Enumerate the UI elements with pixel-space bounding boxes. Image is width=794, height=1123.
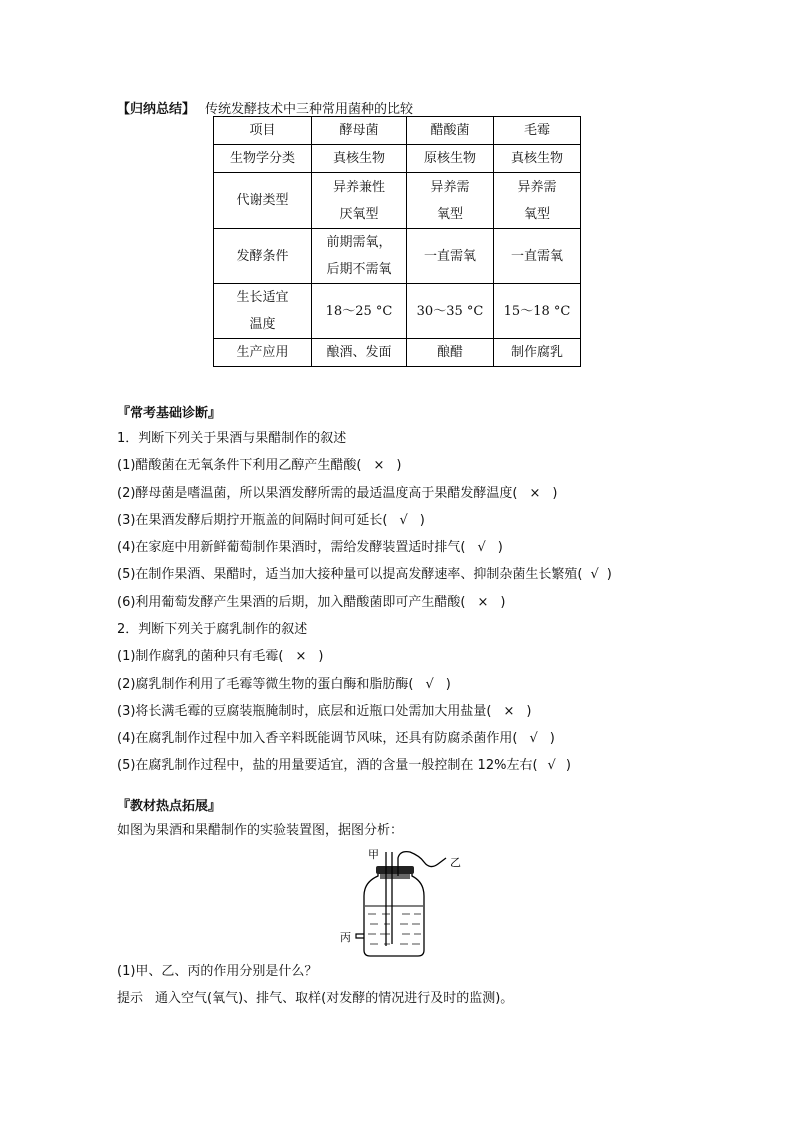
paren-close: ) xyxy=(565,758,571,773)
fermentation-apparatus-diagram xyxy=(330,846,470,958)
cell-text: 后期不需氧 xyxy=(326,262,392,277)
row-label xyxy=(214,173,312,229)
check-mark: √ xyxy=(547,758,556,773)
cell-text: 厌氧型 xyxy=(339,206,379,222)
paren-close: ) xyxy=(526,704,532,719)
question-2-title: 2．判断下列关于腐乳制作的叙述 xyxy=(117,622,308,637)
list-item xyxy=(117,703,531,721)
summary-title: 传统发酵技术中三种常用菌种的比较 xyxy=(205,102,414,117)
cross-mark: × xyxy=(477,595,489,610)
list-item xyxy=(117,757,571,775)
list-item xyxy=(117,648,323,666)
summary-tag: 【归纳总结】 xyxy=(117,102,196,117)
bottle-outline xyxy=(364,870,424,956)
hint-text: 通入空气(氧气)、排气、取样(对发酵的情况进行及时的监测)。 xyxy=(155,991,514,1006)
cell-text: 30～35 °C xyxy=(416,303,484,319)
header-cell: 酵母菌 xyxy=(312,117,407,145)
stopper xyxy=(380,874,410,879)
cell-text: 异养兼性 xyxy=(332,179,385,195)
table-row xyxy=(214,229,581,284)
statement-text: (3)在果酒发酵后期拧开瓶盖的间隔时间可延长( xyxy=(117,513,388,528)
extension-intro: 如图为果酒和果醋制作的实验装置图，据图分析： xyxy=(117,823,404,838)
paren-close: ) xyxy=(419,513,425,528)
table-cell xyxy=(407,284,494,339)
cell-text: 生物学分类 xyxy=(229,151,295,166)
extension-question: (1)甲、乙、丙的作用分别是什么？ xyxy=(117,964,318,979)
comparison-table xyxy=(213,116,581,367)
table-cell xyxy=(312,229,407,284)
statement-text: (6)利用葡萄发酵产生果酒的后期，加入醋酸菌即可产生醋酸( xyxy=(117,595,466,610)
cross-mark: × xyxy=(503,704,515,719)
list-item xyxy=(117,457,401,475)
check-mark: √ xyxy=(529,731,538,746)
cell-text: 18～25 °C xyxy=(325,303,393,319)
cell-text: 制作腐乳 xyxy=(510,345,563,360)
paren-close: ) xyxy=(396,458,402,473)
cell-text: 一直需氧 xyxy=(510,248,563,264)
statement-text: (1)制作腐乳的菌种只有毛霉( xyxy=(117,649,284,664)
bottle-cap xyxy=(376,866,414,874)
table-row xyxy=(214,284,581,339)
table-header-row xyxy=(214,117,581,145)
table-cell xyxy=(312,145,407,173)
table-cell xyxy=(407,173,494,229)
label-yi: 乙 xyxy=(450,856,461,869)
list-item xyxy=(117,539,503,557)
paren-close: ) xyxy=(500,595,506,610)
statement-text: (5)在腐乳制作过程中，盐的用量要适宜，酒的含量一般控制在 12%左右( xyxy=(117,758,538,773)
check-mark: √ xyxy=(425,677,434,692)
statement-text: (1)醋酸菌在无氧条件下利用乙醇产生醋酸( xyxy=(117,458,362,473)
cell-text: 生长适宜 xyxy=(236,290,289,305)
table-cell xyxy=(407,339,494,367)
header-cell: 醋酸菌 xyxy=(407,117,494,145)
statement-text: (4)在家庭中用新鲜葡萄制作果酒时，需给发酵装置适时排气( xyxy=(117,540,466,555)
cross-mark: × xyxy=(529,486,541,501)
statement-text: (2)酵母菌是嗜温菌，所以果酒发酵所需的最适温度高于果醋发酵温度( xyxy=(117,486,518,501)
paren-close: ) xyxy=(445,677,451,692)
list-item xyxy=(117,676,451,694)
list-item xyxy=(117,512,425,530)
statement-text: (4)在腐乳制作过程中加入香辛料既能调节风味，还具有防腐杀菌作用( xyxy=(117,731,518,746)
cell-text: 酿醋 xyxy=(436,345,463,360)
liquid-hatching xyxy=(368,914,421,944)
list-item xyxy=(117,485,557,503)
cell-text: 酿酒、发面 xyxy=(326,345,392,360)
statement-text: (2)腐乳制作利用了毛霉等微生物的蛋白酶和脂肪酶( xyxy=(117,677,414,692)
paren-close: ) xyxy=(552,486,558,501)
cell-text: 温度 xyxy=(249,317,276,332)
cell-text: 真核生物 xyxy=(332,151,385,166)
cell-text: 代谢类型 xyxy=(236,193,289,208)
row-label xyxy=(214,229,312,284)
list-item xyxy=(117,566,612,584)
cell-text: 真核生物 xyxy=(510,151,563,166)
cell-text: 原核生物 xyxy=(423,151,476,166)
table-cell xyxy=(494,173,581,229)
table-cell xyxy=(494,229,581,284)
diagnosis-title: 『常考基础诊断』 xyxy=(117,406,222,421)
question-1-title: 1．判断下列关于果酒与果醋制作的叙述 xyxy=(117,431,347,446)
check-mark: √ xyxy=(399,513,408,528)
cell-text: 氧型 xyxy=(436,206,463,222)
cell-text: 一直需氧 xyxy=(423,248,476,264)
cell-text: 15～18 °C xyxy=(503,303,571,319)
check-mark: √ xyxy=(590,567,599,582)
list-item xyxy=(117,730,555,748)
paren-close: ) xyxy=(497,540,503,555)
check-mark: √ xyxy=(477,540,486,555)
cross-mark: × xyxy=(373,458,385,473)
table-cell xyxy=(407,229,494,284)
cell-text: 异养需 xyxy=(517,179,557,195)
table-cell xyxy=(494,145,581,173)
row-label xyxy=(214,339,312,367)
table-row xyxy=(214,145,581,173)
table-cell xyxy=(312,339,407,367)
header-cell: 毛霉 xyxy=(494,117,581,145)
table-row xyxy=(214,339,581,367)
cell-text: 生产应用 xyxy=(236,345,289,360)
table-cell xyxy=(407,145,494,173)
paren-close: ) xyxy=(606,567,612,582)
hint-line xyxy=(117,990,513,1008)
hint-label: 提示 xyxy=(117,991,144,1006)
statement-text: (3)将长满毛霉的豆腐装瓶腌制时，底层和近瓶口处需加大用盐量( xyxy=(117,704,492,719)
row-label xyxy=(214,145,312,173)
statement-text: (5)在制作果酒、果醋时，适当加大接种量可以提高发酵速率、抑制杂菌生长繁殖( xyxy=(117,567,583,582)
paren-close: ) xyxy=(549,731,555,746)
label-jia: 甲 xyxy=(368,848,379,861)
table-row xyxy=(214,173,581,229)
list-item xyxy=(117,594,505,612)
cell-text: 发酵条件 xyxy=(236,248,289,264)
cell-text: 异养需 xyxy=(430,179,470,195)
header-cell: 项目 xyxy=(214,117,312,145)
table-cell xyxy=(494,339,581,367)
extension-title: 『教材热点拓展』 xyxy=(117,799,222,814)
label-bing: 丙 xyxy=(340,931,351,944)
table-cell xyxy=(312,284,407,339)
cell-text: 氧型 xyxy=(523,206,550,222)
summary-heading xyxy=(117,98,413,117)
sampling-port xyxy=(356,934,364,938)
row-label xyxy=(214,284,312,339)
table-cell xyxy=(312,173,407,229)
paren-close: ) xyxy=(318,649,324,664)
table-cell xyxy=(494,284,581,339)
cross-mark: × xyxy=(295,649,307,664)
cell-text: 前期需氧， xyxy=(326,235,392,250)
